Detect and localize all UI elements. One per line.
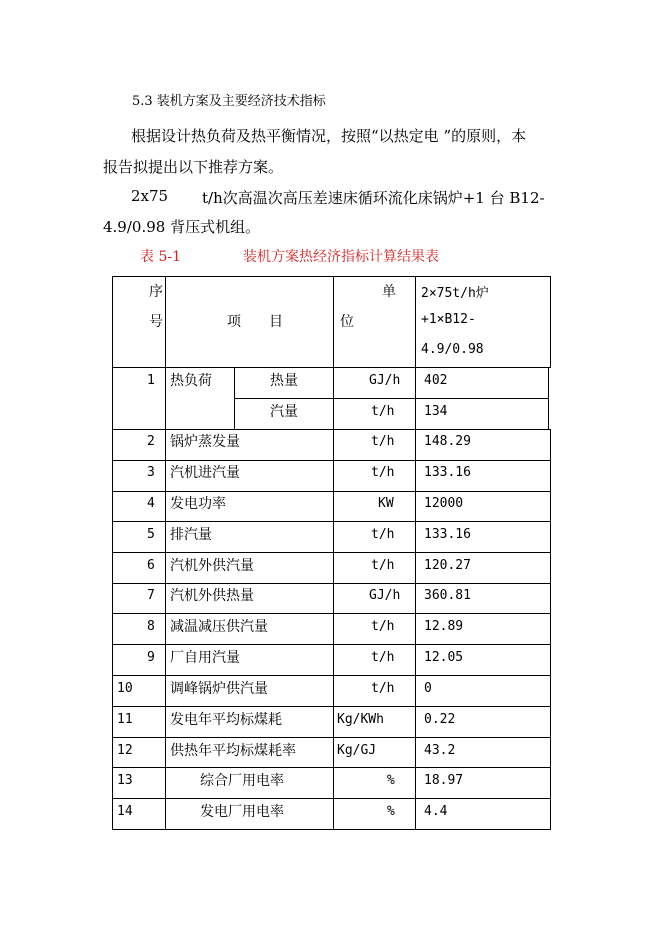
table-grid-line [165,429,166,830]
row-number: 6 [147,558,155,573]
row-item: 发电年平均标煤耗 [170,712,282,728]
table-grid-line [112,737,551,738]
row-item: 汽机外供热量 [170,588,254,604]
table-border-bottom [112,829,551,830]
row-item: 锅炉蒸发量 [170,434,240,450]
paragraph-1-line-1: 根据设计热负荷及热平衡情况，按照“以热定电 ”的原则，本 [131,127,527,145]
row-unit: Kg/KWh [337,712,384,727]
row-unit: t/h [371,558,395,573]
header-seq-1: 序 [149,284,163,300]
paragraph-2-part-2: t/h次高温次高压差速床循环流化床锅炉+1 台 B12- [202,189,545,207]
table-grid-line [112,644,551,645]
row-value: 133.16 [424,527,471,542]
row-item: 减温减压供汽量 [170,619,268,635]
row-number: 8 [147,619,155,634]
row-item: 发电厂用电率 [200,804,284,820]
row-number: 1 [147,373,155,388]
row-unit: t/h [371,619,395,634]
section-title: 5.3 装机方案及主要经济技术指标 [132,94,326,109]
row-unit: t/h [371,404,395,419]
row-value: 12.89 [424,619,464,634]
table-border-left [112,276,113,830]
row-unit: t/h [371,434,395,449]
row-value: 4.4 [424,804,448,819]
table-grid-line [112,367,551,368]
table-grid-line [165,276,166,368]
row-value: 133.16 [424,465,471,480]
row-unit: t/h [371,465,395,480]
paragraph-2-part-1: 2x75 [131,187,169,205]
header-value-3: 4.9/0.98 [421,342,484,357]
header-value-1: 2×75t/h炉 [421,286,489,301]
row-item: 调峰锅炉供汽量 [170,681,268,697]
table-grid-line [112,767,551,768]
paragraph-2-line-2: 4.9/0.98 背压式机组。 [103,218,261,236]
row-unit: KW [378,496,394,511]
table-border-top [112,276,551,277]
row-number: 14 [117,804,133,819]
header-item: 项 目 [227,314,283,330]
header-seq-2: 号 [149,314,163,330]
row-value: 12000 [424,496,464,511]
row-number: 13 [117,773,133,788]
row-value: 18.97 [424,773,464,788]
row-item: 发电功率 [170,496,226,512]
table-grid-line [550,429,551,830]
row-item: 热负荷 [170,373,212,389]
row-unit: t/h [371,650,395,665]
table-grid-line [165,367,166,429]
table-grid-line [550,276,551,368]
header-unit-2: 位 [340,314,354,330]
row-number: 5 [147,527,155,542]
table-grid-line [112,552,551,553]
table-grid-line [112,675,551,676]
row-value: 0.22 [424,712,456,727]
row-number: 7 [147,588,155,603]
table-grid-line [333,429,334,830]
row-unit: % [387,804,395,819]
row-item: 厂自用汽量 [170,650,240,666]
row-value: 148.29 [424,434,471,449]
row-value: 12.05 [424,650,464,665]
table-grid-line [112,583,551,584]
row-unit: GJ/h [369,373,401,388]
table-caption-number: 表 5-1 [140,249,181,265]
row-number: 11 [117,712,133,727]
row-unit: t/h [371,681,395,696]
row-value: 402 [424,373,448,388]
row-value: 43.2 [424,743,456,758]
table-grid-line [112,706,551,707]
row-number: 9 [147,650,155,665]
row-number: 10 [117,681,133,696]
row-value: 120.27 [424,558,471,573]
row-number: 3 [147,465,155,480]
row-unit: % [387,773,395,788]
header-value-2: +1×B12- [421,312,476,327]
row-unit: t/h [371,527,395,542]
table-grid-line [234,398,549,399]
table-grid-line [112,613,551,614]
table-grid-line [112,429,551,430]
table-grid-line [112,491,551,492]
row-number: 12 [117,743,133,758]
row-number: 4 [147,496,155,511]
row-value: 360.81 [424,588,471,603]
paragraph-1-line-2: 报告拟提出以下推荐方案。 [103,158,284,176]
table-grid-line [112,798,551,799]
table-caption-title: 装机方案热经济指标计算结果表 [243,249,439,265]
header-unit-1: 单 [382,284,396,300]
row-item: 综合厂用电率 [200,773,284,789]
sub-item: 热量 [270,373,298,389]
table-grid-line [112,460,551,461]
row-value: 134 [424,404,448,419]
sub-item: 汽量 [270,404,298,420]
row-item: 排汽量 [170,527,212,543]
table-grid-line [112,521,551,522]
row-unit: GJ/h [369,588,401,603]
row-item: 汽机外供汽量 [170,558,254,574]
row-unit: Kg/GJ [337,743,377,758]
table-grid-line [415,429,416,830]
row-number: 2 [147,434,155,449]
row-item: 汽机进汽量 [170,465,240,481]
row-item: 供热年平均标煤耗率 [170,743,296,759]
table-grid-line [333,276,334,368]
row-value: 0 [424,681,432,696]
table-grid-line [415,276,416,368]
